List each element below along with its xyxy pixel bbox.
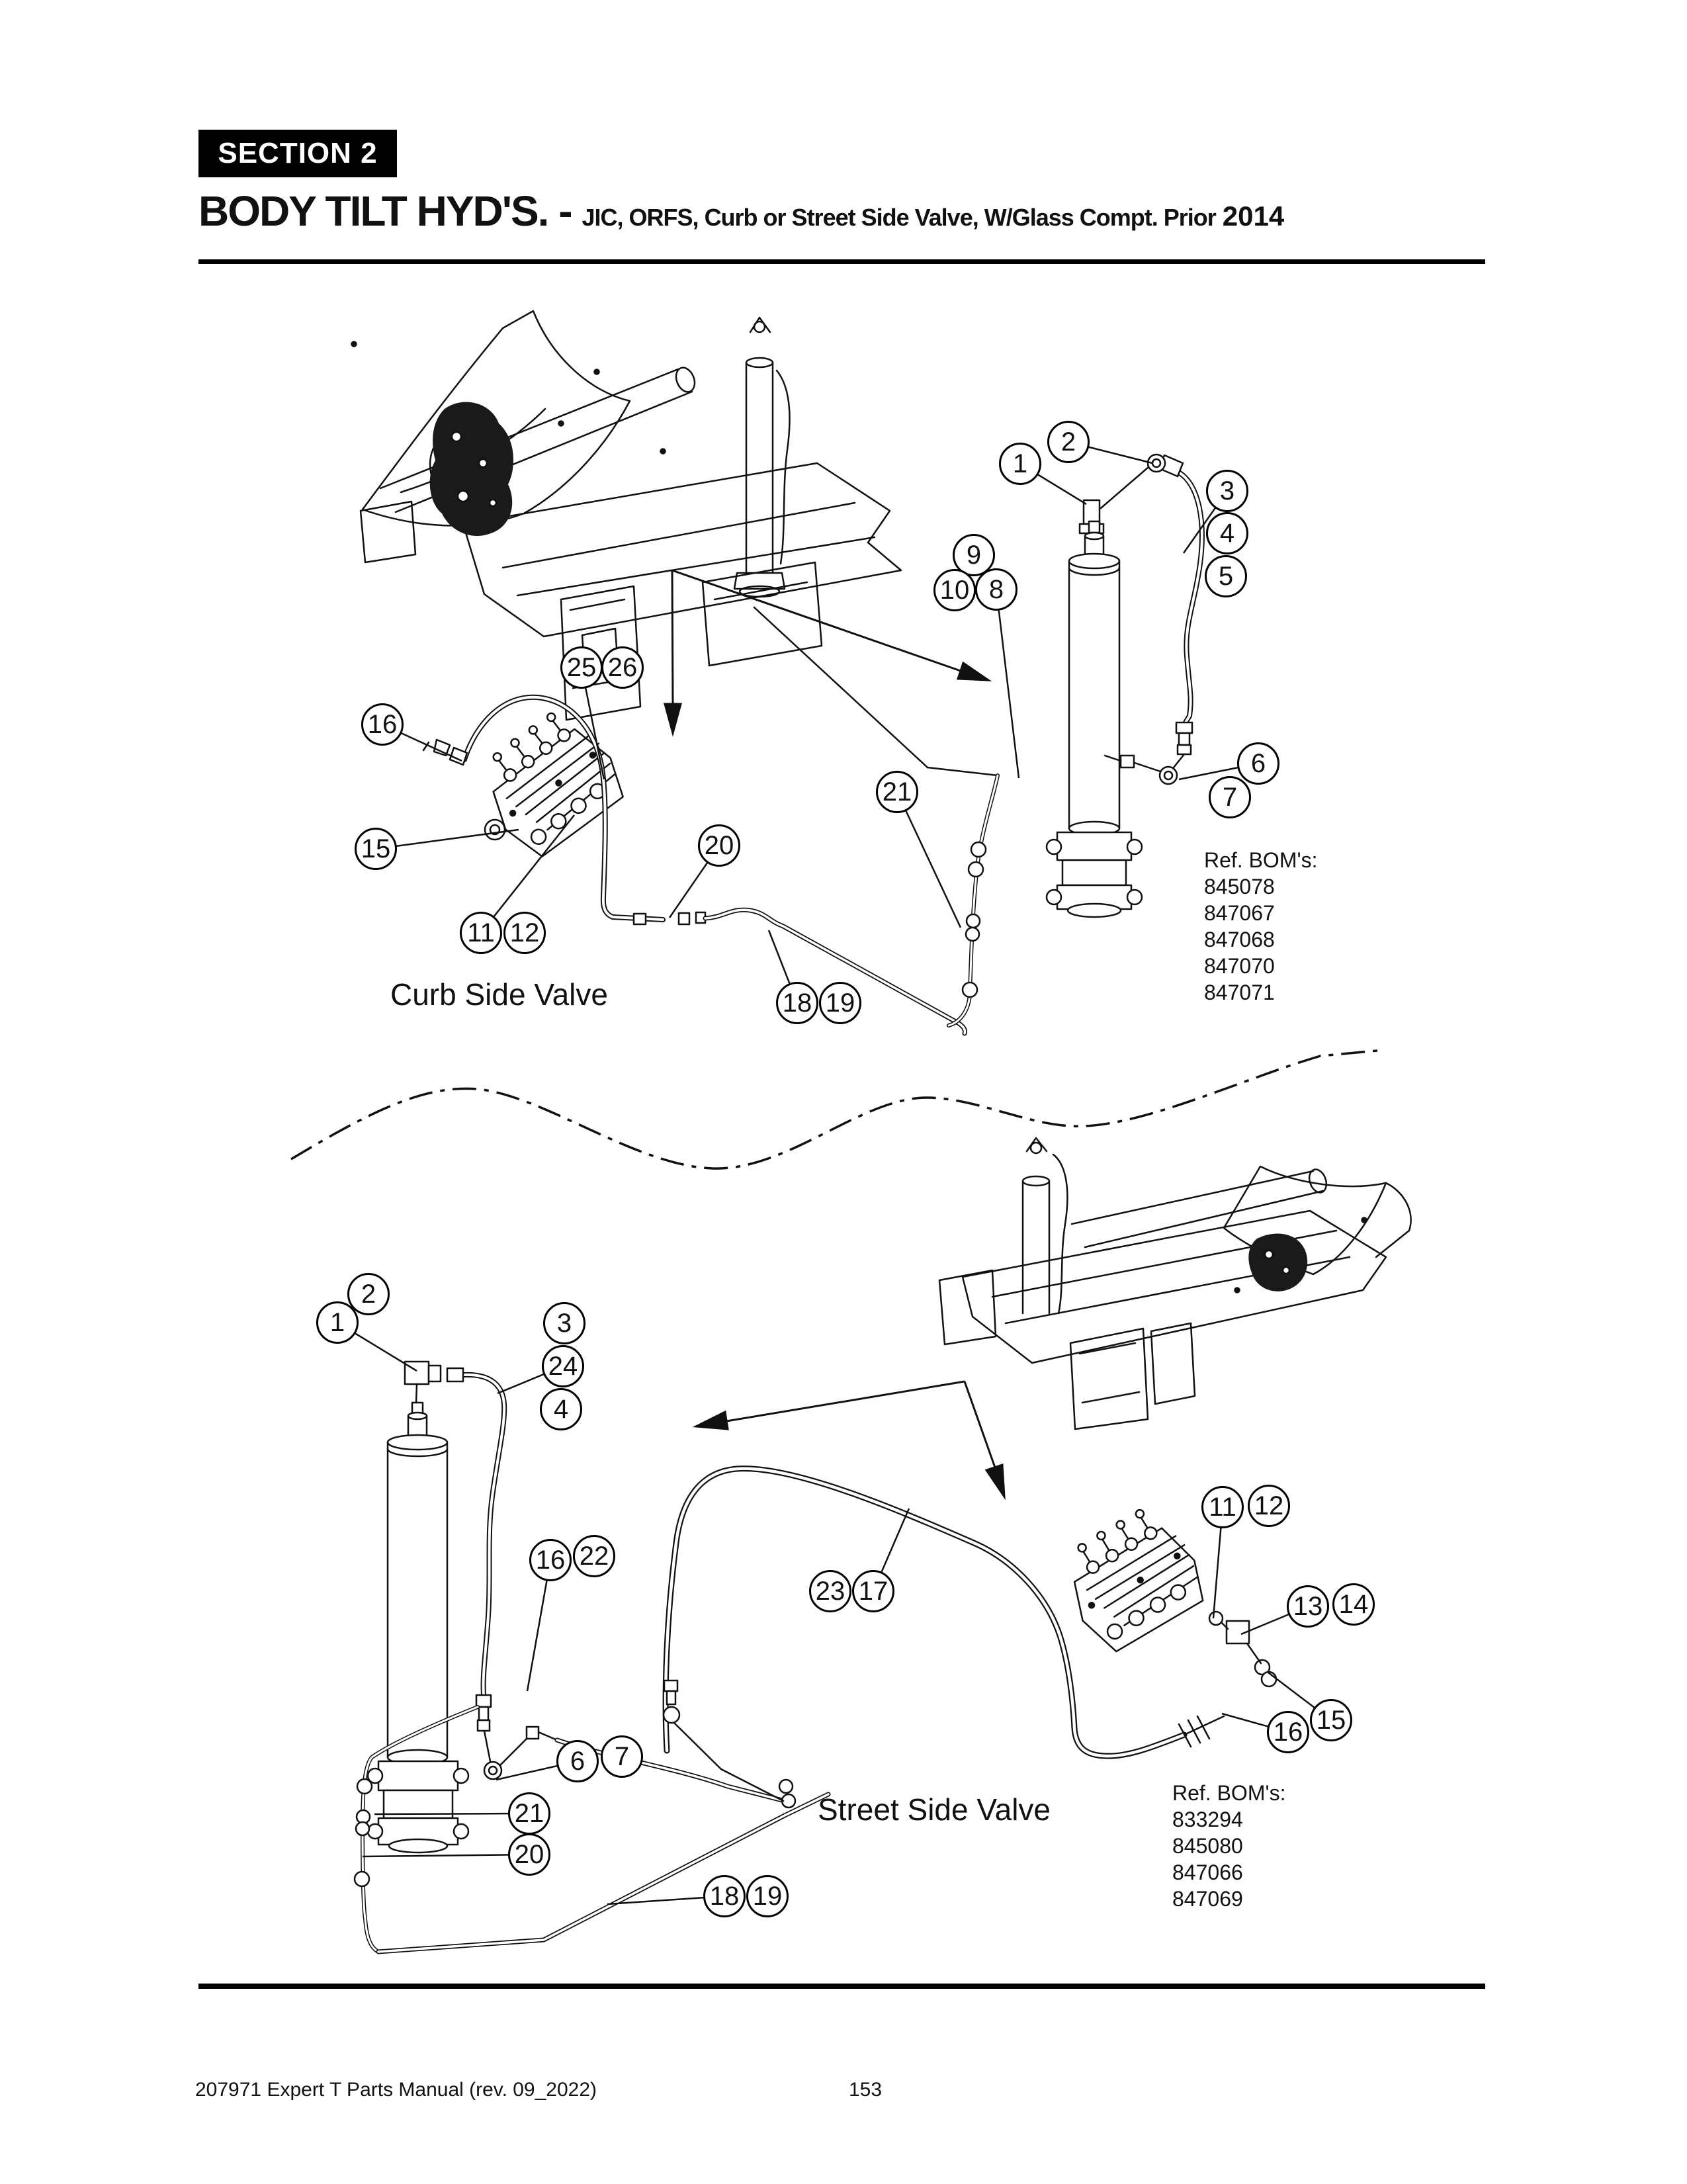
callout-balloon: 11 bbox=[1201, 1486, 1244, 1528]
callout-balloon: 24 bbox=[542, 1345, 584, 1387]
callout-balloon: 3 bbox=[1206, 470, 1248, 512]
callout-balloon: 4 bbox=[540, 1388, 582, 1430]
page-title-row bbox=[198, 187, 1495, 236]
plumbing-curb bbox=[423, 607, 998, 1033]
callout-balloon: 7 bbox=[1209, 776, 1251, 818]
callout-balloon: 20 bbox=[508, 1833, 550, 1876]
callout-balloon: 23 bbox=[809, 1570, 851, 1612]
callout-balloon: 18 bbox=[703, 1875, 746, 1917]
plumbing-street bbox=[355, 1469, 1276, 1952]
footer-left: 207971 Expert T Parts Manual (rev. 09_2022) bbox=[195, 2079, 597, 2101]
footer-page-number: 153 bbox=[849, 2079, 883, 2101]
callout-balloon: 2 bbox=[1047, 421, 1090, 463]
callout-balloon: 22 bbox=[573, 1535, 615, 1577]
callout-balloon: 11 bbox=[460, 912, 502, 954]
callout-balloon: 9 bbox=[953, 534, 995, 576]
callout-balloon: 6 bbox=[556, 1740, 599, 1782]
callout-balloon: 15 bbox=[355, 828, 397, 870]
header-rule bbox=[198, 259, 1485, 264]
bom-item: 847068 bbox=[1204, 928, 1275, 951]
callout-balloon: 3 bbox=[543, 1302, 585, 1344]
callout-balloon: 19 bbox=[746, 1875, 789, 1917]
truck-sketch-bottom bbox=[939, 1138, 1411, 1429]
callout-balloon: 16 bbox=[361, 703, 404, 746]
callout-balloon: 4 bbox=[1206, 512, 1248, 554]
callout-balloon: 5 bbox=[1205, 555, 1247, 597]
bom-title: Ref. BOM's: bbox=[1172, 1781, 1286, 1805]
bom-list-street bbox=[1172, 1780, 1285, 1912]
callout-balloon: 14 bbox=[1332, 1583, 1375, 1626]
callout-balloon: 25 bbox=[560, 646, 603, 689]
bom-item: 847067 bbox=[1204, 901, 1275, 925]
callout-balloon: 16 bbox=[1267, 1711, 1309, 1753]
callout-balloon: 1 bbox=[316, 1301, 359, 1344]
page-subtitle: JIC, ORFS, Curb or Street Side Valve, W/Glass Compt. Prior bbox=[582, 204, 1216, 231]
bom-item: 845078 bbox=[1204, 875, 1275, 898]
callout-balloon: 12 bbox=[1248, 1485, 1290, 1527]
callout-balloon: 16 bbox=[529, 1539, 572, 1581]
diagram-caption-curb: Curb Side Valve bbox=[390, 977, 608, 1012]
cylinder-assembly-street bbox=[368, 1362, 557, 1853]
pointer-arrows-bottom bbox=[696, 1381, 1004, 1497]
bom-item: 847070 bbox=[1204, 954, 1275, 978]
callout-balloon: 21 bbox=[876, 771, 918, 813]
callout-balloon: 6 bbox=[1237, 742, 1279, 785]
page-subtitle-year: 2014 bbox=[1222, 200, 1285, 232]
bom-title: Ref. BOM's: bbox=[1204, 848, 1318, 872]
callout-balloon: 7 bbox=[601, 1735, 643, 1778]
bom-item: 845080 bbox=[1172, 1834, 1243, 1858]
diagram-caption-street: Street Side Valve bbox=[818, 1792, 1051, 1827]
callout-balloon: 18 bbox=[776, 982, 818, 1024]
wavy-divider bbox=[291, 1051, 1377, 1168]
callout-balloon: 10 bbox=[933, 569, 976, 611]
page-title: BODY TILT HYD'S. - bbox=[198, 187, 572, 235]
section-badge: SECTION 2 bbox=[198, 130, 397, 177]
bom-item: 847071 bbox=[1204, 981, 1275, 1004]
bom-list-curb bbox=[1204, 847, 1317, 1006]
bom-item: 847066 bbox=[1172, 1860, 1243, 1884]
cylinder-assembly-curb bbox=[1047, 455, 1202, 917]
callout-balloon: 21 bbox=[508, 1792, 550, 1835]
callout-balloon: 17 bbox=[852, 1570, 894, 1612]
callout-balloon: 12 bbox=[503, 912, 546, 954]
callout-balloon: 2 bbox=[347, 1273, 390, 1315]
bom-item: 833294 bbox=[1172, 1808, 1243, 1831]
callout-balloon: 15 bbox=[1310, 1699, 1352, 1741]
callout-balloon: 26 bbox=[601, 646, 644, 689]
callout-balloon: 1 bbox=[999, 443, 1041, 485]
callout-balloon: 19 bbox=[819, 982, 861, 1024]
callout-balloon: 13 bbox=[1287, 1585, 1329, 1628]
callout-balloon: 8 bbox=[975, 568, 1017, 611]
footer-rule bbox=[198, 1984, 1485, 1989]
callout-balloon: 20 bbox=[698, 824, 740, 867]
bom-item: 847069 bbox=[1172, 1887, 1243, 1911]
